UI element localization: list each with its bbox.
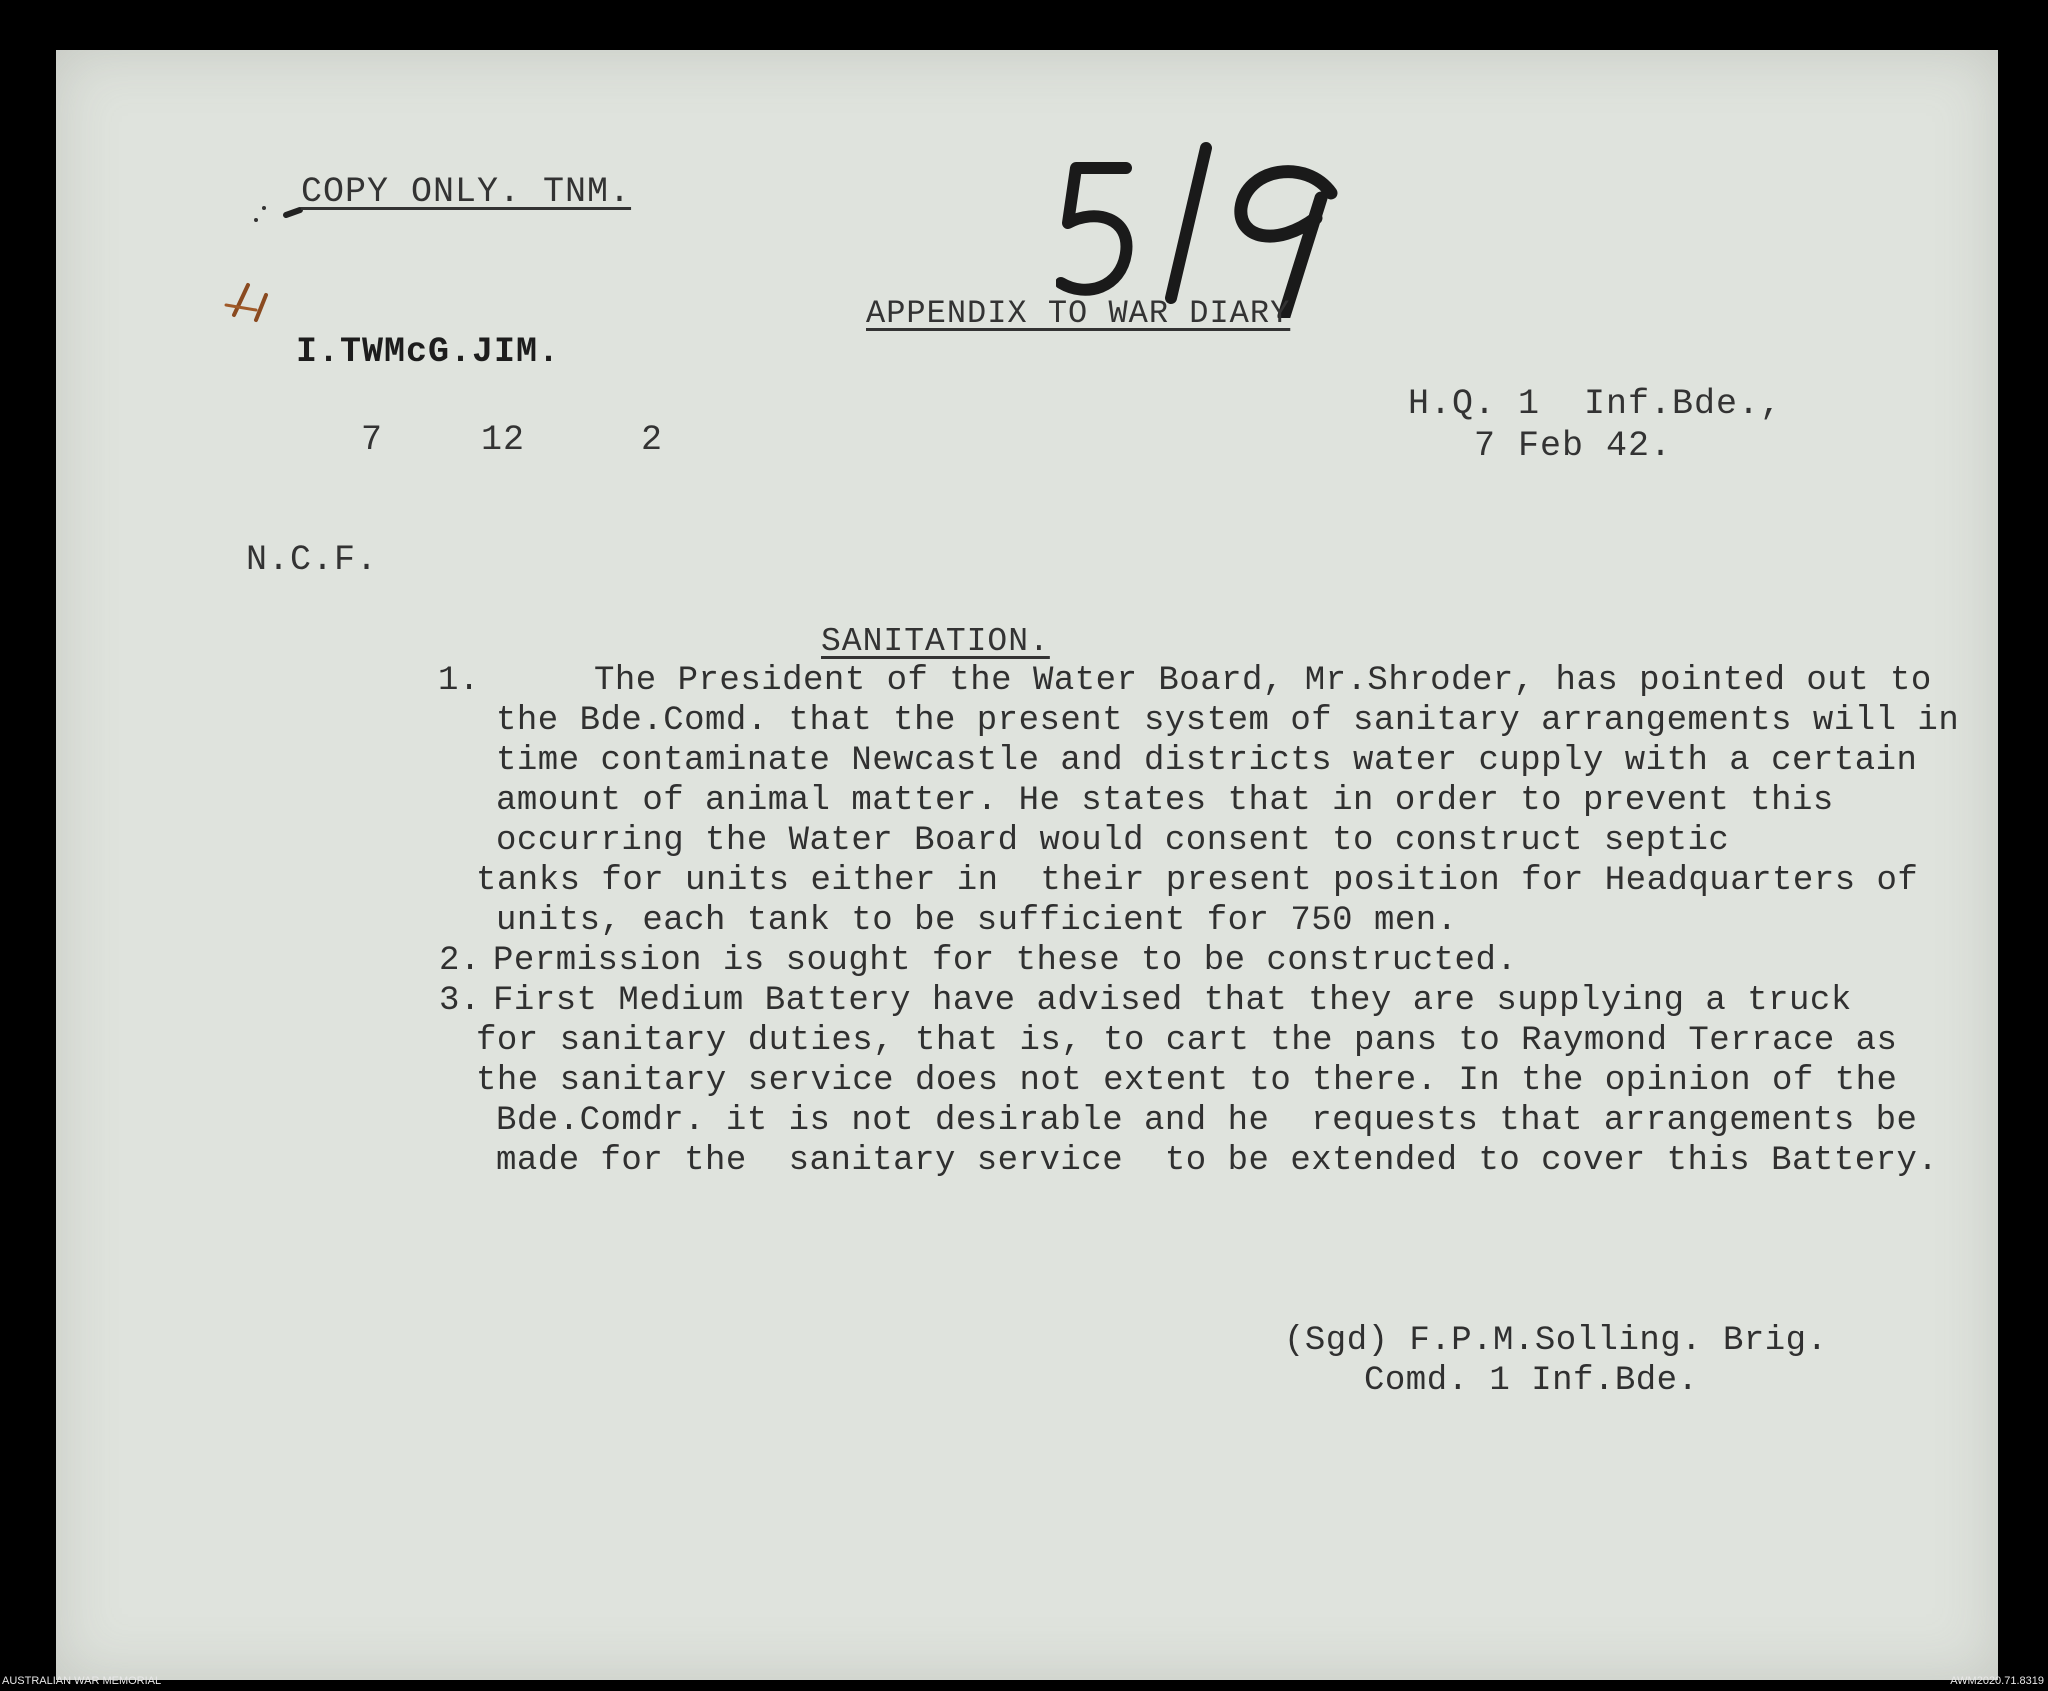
paragraph-2-number: 2. bbox=[439, 942, 481, 980]
paragraph-1-number: 1. bbox=[438, 662, 480, 700]
paragraph-1-line-6: tanks for units either in their present position for Headquarters of bbox=[476, 862, 1919, 900]
signature-title: Comd. 1 Inf.Bde. bbox=[1364, 1362, 1699, 1400]
hq-address: H.Q. 1 Inf.Bde., bbox=[1408, 384, 1783, 424]
reference-code: I.TWMcG.JIM. bbox=[296, 332, 561, 372]
paragraph-1-line-7: units, each tank to be sufficient for 750 men. bbox=[496, 902, 1458, 940]
ref-number-1: 7 bbox=[361, 420, 384, 460]
recipient: N.C.F. bbox=[246, 540, 379, 580]
paragraph-3-line-2: for sanitary duties, that is, to cart the pans to Raymond Terrace as bbox=[476, 1022, 1898, 1060]
paragraph-3-line-1: First Medium Battery have advised that they are supplying a truck bbox=[493, 982, 1852, 1020]
subject-heading: SANITATION. bbox=[821, 623, 1050, 660]
pencil-marks bbox=[196, 130, 316, 330]
paragraph-3-number: 3. bbox=[439, 982, 481, 1020]
document-page bbox=[56, 50, 1998, 1680]
document-date: 7 Feb 42. bbox=[1474, 426, 1673, 466]
footer-accession-number: AWM2020.71.8319 bbox=[1950, 1675, 2044, 1687]
paragraph-1-line-2: the Bde.Comd. that the present system of sanitary arrangements will in bbox=[496, 702, 1960, 740]
footer-institution: AUSTRALIAN WAR MEMORIAL bbox=[2, 1675, 162, 1687]
ref-number-2: 12 bbox=[481, 420, 526, 460]
paragraph-3-line-5: made for the sanitary service to be extended to cover this Battery. bbox=[496, 1142, 1939, 1180]
paragraph-3-line-4: Bde.Comdr. it is not desirable and he requests that arrangements be bbox=[496, 1102, 1918, 1140]
appendix-heading: APPENDIX TO WAR DIARY bbox=[866, 295, 1291, 332]
paragraph-1-line-5: occurring the Water Board would consent to construct septic bbox=[496, 822, 1730, 860]
paragraph-1-line-3: time contaminate Newcastle and districts water cupply with a certain bbox=[496, 742, 1918, 780]
paragraph-1-line-1: The President of the Water Board, Mr.Shroder, has pointed out to bbox=[594, 662, 1932, 700]
signature-line: (Sgd) F.P.M.Solling. Brig. bbox=[1284, 1322, 1828, 1360]
paragraph-3-line-3: the sanitary service does not extent to there. In the opinion of the bbox=[476, 1062, 1898, 1100]
copy-note: COPY ONLY. TNM. bbox=[301, 172, 632, 212]
handwritten-folio-number bbox=[1056, 138, 1396, 318]
paragraph-2-line-1: Permission is sought for these to be constructed. bbox=[493, 942, 1518, 980]
ref-number-3: 2 bbox=[641, 420, 664, 460]
paragraph-1-line-4: amount of animal matter. He states that in order to prevent this bbox=[496, 782, 1834, 820]
